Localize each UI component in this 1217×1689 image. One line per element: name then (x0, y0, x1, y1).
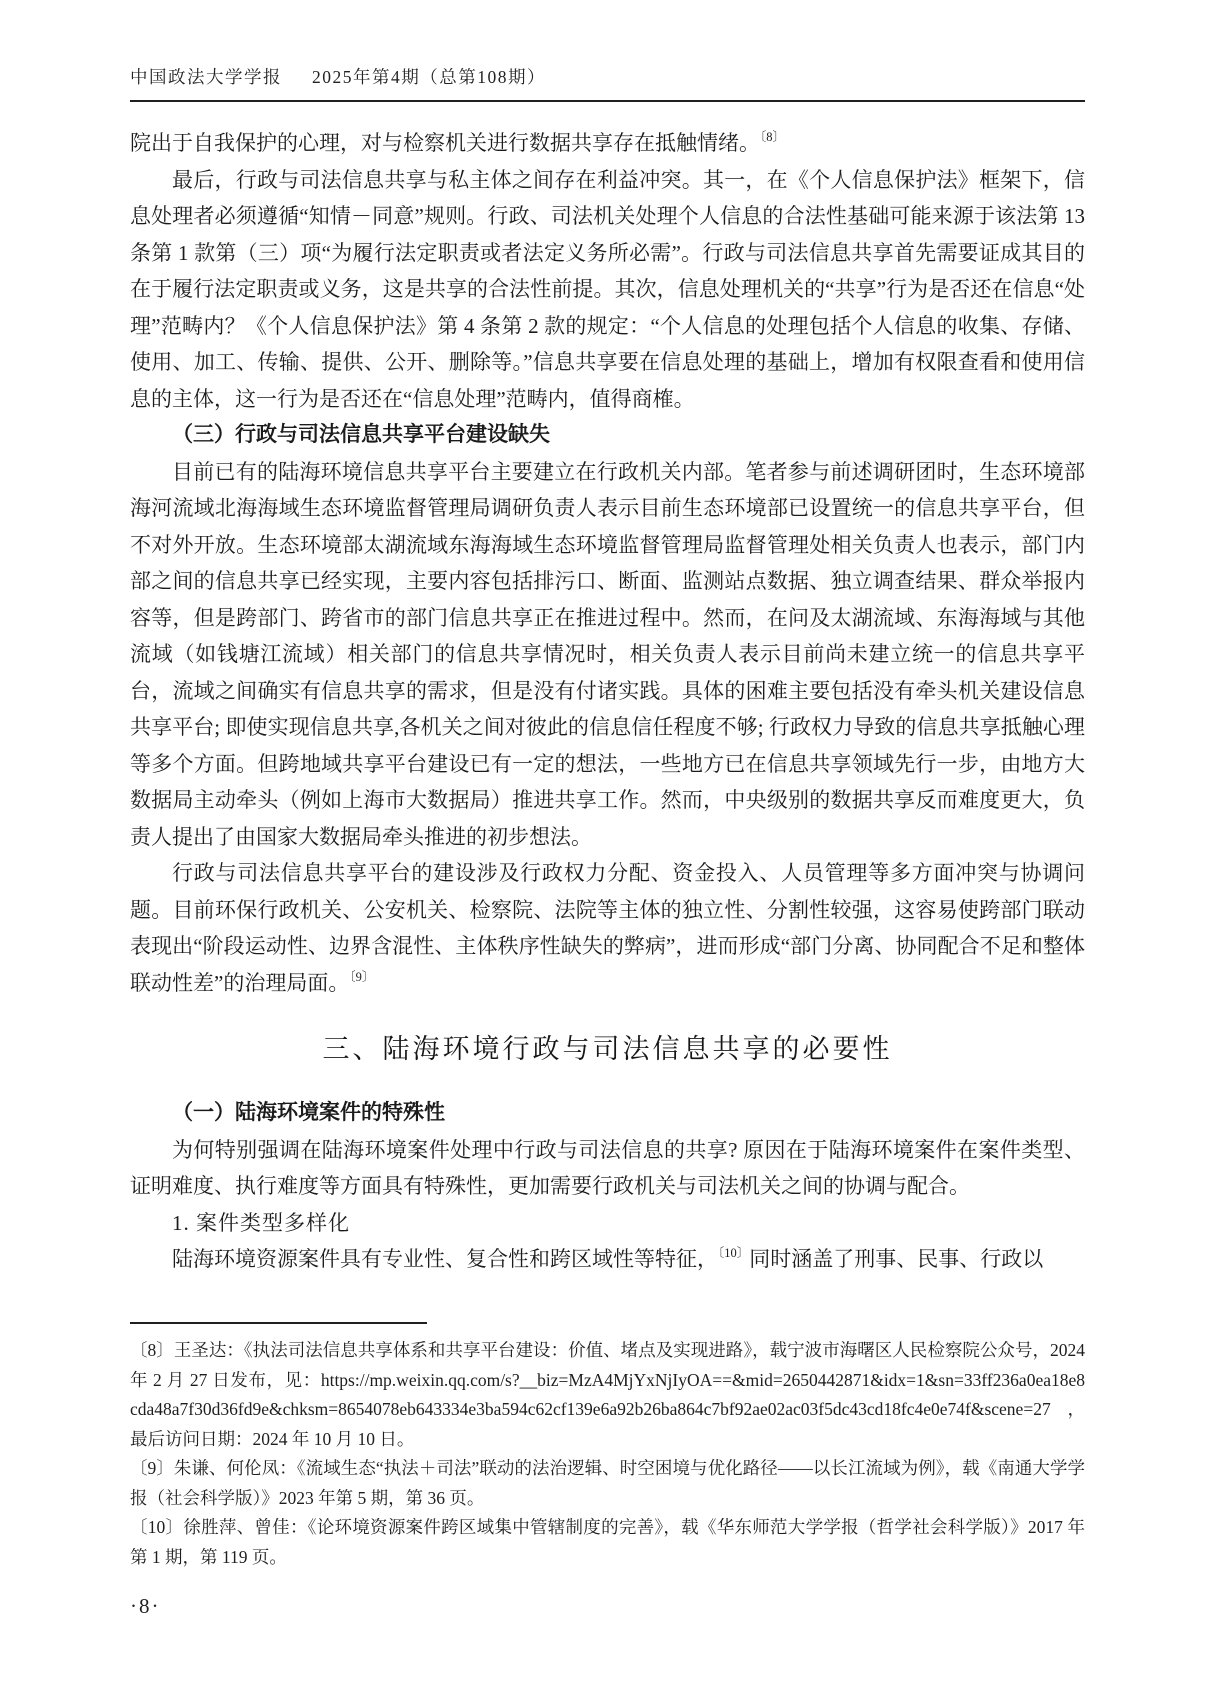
footnote-item: 〔10〕徐胜萍、曾佳：《论环境资源案件跨区域集中管辖制度的完善》，载《华东师范大学学报（哲学社会科学版）》2017 年第 1 期，第 119 页。 (130, 1517, 1085, 1567)
subheading-case-types: 1. 案件类型多样化 (172, 1210, 350, 1235)
paragraph-platform: 目前已有的陆海环境信息共享平台主要建立在行政机关内部。笔者参与前述调研团时，生态环境部海河流域北海海域生态环境监督管理局调研负责人表示目前生态环境部已设置统一的信息共享平台，但不对外开放。生态环境部太湖流域东海海域生态环境监督管理局监督管理处相关负责人也表示，部门内部之间的信息共享已经实现，主要内容包括排污口、断面、监测站点数据、独立调查结果、群众举报内容等，但是跨部门、跨省市的部门信息共享正在推进过程中。然而，在问及太湖流域、东海海域与其他流域（如钱塘江流域）相关部门的信息共享情况时，相关负责人表示目前尚未建立统一的信息共享平台，流域之间确实有信息共享的需求，但是没有付诸实践。具体的困难主要包括没有牵头机关建设信息共享平台; 即使实现信息共享,各机关之间对彼此的信息信任程度不够; 行政权力导致的信息共享抵触心理等多个方面。但跨地域共享平台建设已有一定的想法，一些地方已在信息共享领域先行一步，由地方大数据局主动牵头（例如上海市大数据局）推进共享工作。然而，中央级别的数据共享反而难度更大，负责人提出了由国家大数据局牵头推进的初步想法。 (130, 459, 1085, 849)
issue-info: 2025年第4期（总第108期） (312, 67, 546, 87)
footnote-item: 〔8〕王圣达：《执法司法信息共享体系和共享平台建设：价值、堵点及实现进路》，载宁波市海曙区人民检察院公众号，2024 年 2 月 27 日发布，见：https://mp.weixin.qq.com/s?__biz=MzA4MjYxNjIyOA==&mid=2650442871&idx=1&sn=33ff236a0ea18e8cda48a7f30d36fd9e&chksm=8654078eb643334e3ba594c62cf139e6a92b26ba864c7bf92ae02ac03f5dc43cd18fc4e0e74f&scene=27，最后访问日期：2024 年 10 月 10 日。 (130, 1340, 1085, 1449)
footnotes-section (130, 1322, 1085, 1572)
page-number: ·8· (130, 1594, 161, 1618)
page-header (130, 64, 1085, 102)
footnote-ref-8: 〔8〕 (760, 130, 786, 144)
paragraph-continuation (130, 125, 1085, 162)
subsection-heading-specialty: （一）陆海环境案件的特殊性 (172, 1101, 445, 1124)
journal-title: 中国政法大学学报 (130, 67, 282, 87)
paragraph-text: 院出于自我保护的心理，对与检察机关进行数据共享存在抵触情绪。 (130, 131, 760, 155)
paragraph-text: 行政与司法信息共享平台的建设涉及行政权力分配、资金投入、人员管理等多方面冲突与协调问题。目前环保行政机关、公安机关、检察院、法院等主体的独立性、分割性较强，这容易使跨部门联动表现出“阶段运动性、边界含混性、主体秩序性缺失的弊病”，进而形成“部门分离、协同配合不足和整体联动性差”的治理局面。 (130, 861, 1085, 995)
footnote-item: 〔9〕朱谦、何伦凤：《流域生态“执法＋司法”联动的法治逻辑、时空困境与优化路径——以长江流域为例》，载《南通大学学报（社会科学版）》2023 年第 5 期，第 36 页。 (130, 1458, 1085, 1508)
paragraph-why: 为何特别强调在陆海环境案件处理中行政与司法信息的共享? 原因在于陆海环境案件在案件类型、证明难度、执行难度等方面具有特殊性，更加需要行政机关与司法机关之间的协调与配合。 (130, 1137, 1085, 1198)
paragraph-text: 同时涵盖了刑事、民事、行政以 (749, 1247, 1044, 1271)
article-body (130, 125, 1085, 1278)
subsection-heading-platform: （三）行政与司法信息共享平台建设缺失 (172, 423, 550, 446)
footnote-ref-9: 〔9〕 (349, 969, 375, 984)
section-title: 三、陆海环境行政与司法信息共享的必要性 (322, 1034, 893, 1064)
footnote-divider (130, 1322, 427, 1324)
paragraph-case-types (130, 1241, 1085, 1278)
footnote-ref-10: 〔10〕 (718, 1246, 750, 1260)
paragraph-text: 陆海环境资源案件具有专业性、复合性和跨区域性等特征， (172, 1247, 718, 1271)
paragraph-conflict: 最后，行政与司法信息共享与私主体之间存在利益冲突。其一，在《个人信息保护法》框架下，信息处理者必须遵循“知情－同意”规则。行政、司法机关处理个人信息的合法性基础可能来源于该法第 13 条第 1 款第（三）项“为履行法定职责或者法定义务所必需”。行政与司法信息共享首先需要证成其目的在于履行法定职责或义务，这是共享的合法性前提。其次，信息处理机关的“共享”行为是否还在信息“处理”范畴内？《个人信息保护法》第 4 条第 2 款的规定：“个人信息的处理包括个人信息的收集、存储、使用、加工、传输、提供、公开、删除等。”信息共享要在信息处理的基础上，增加有权限查看和使用信息的主体，这一行为是否还在“信息处理”范畴内，值得商榷。 (130, 167, 1085, 411)
paragraph-governance (130, 855, 1085, 1001)
